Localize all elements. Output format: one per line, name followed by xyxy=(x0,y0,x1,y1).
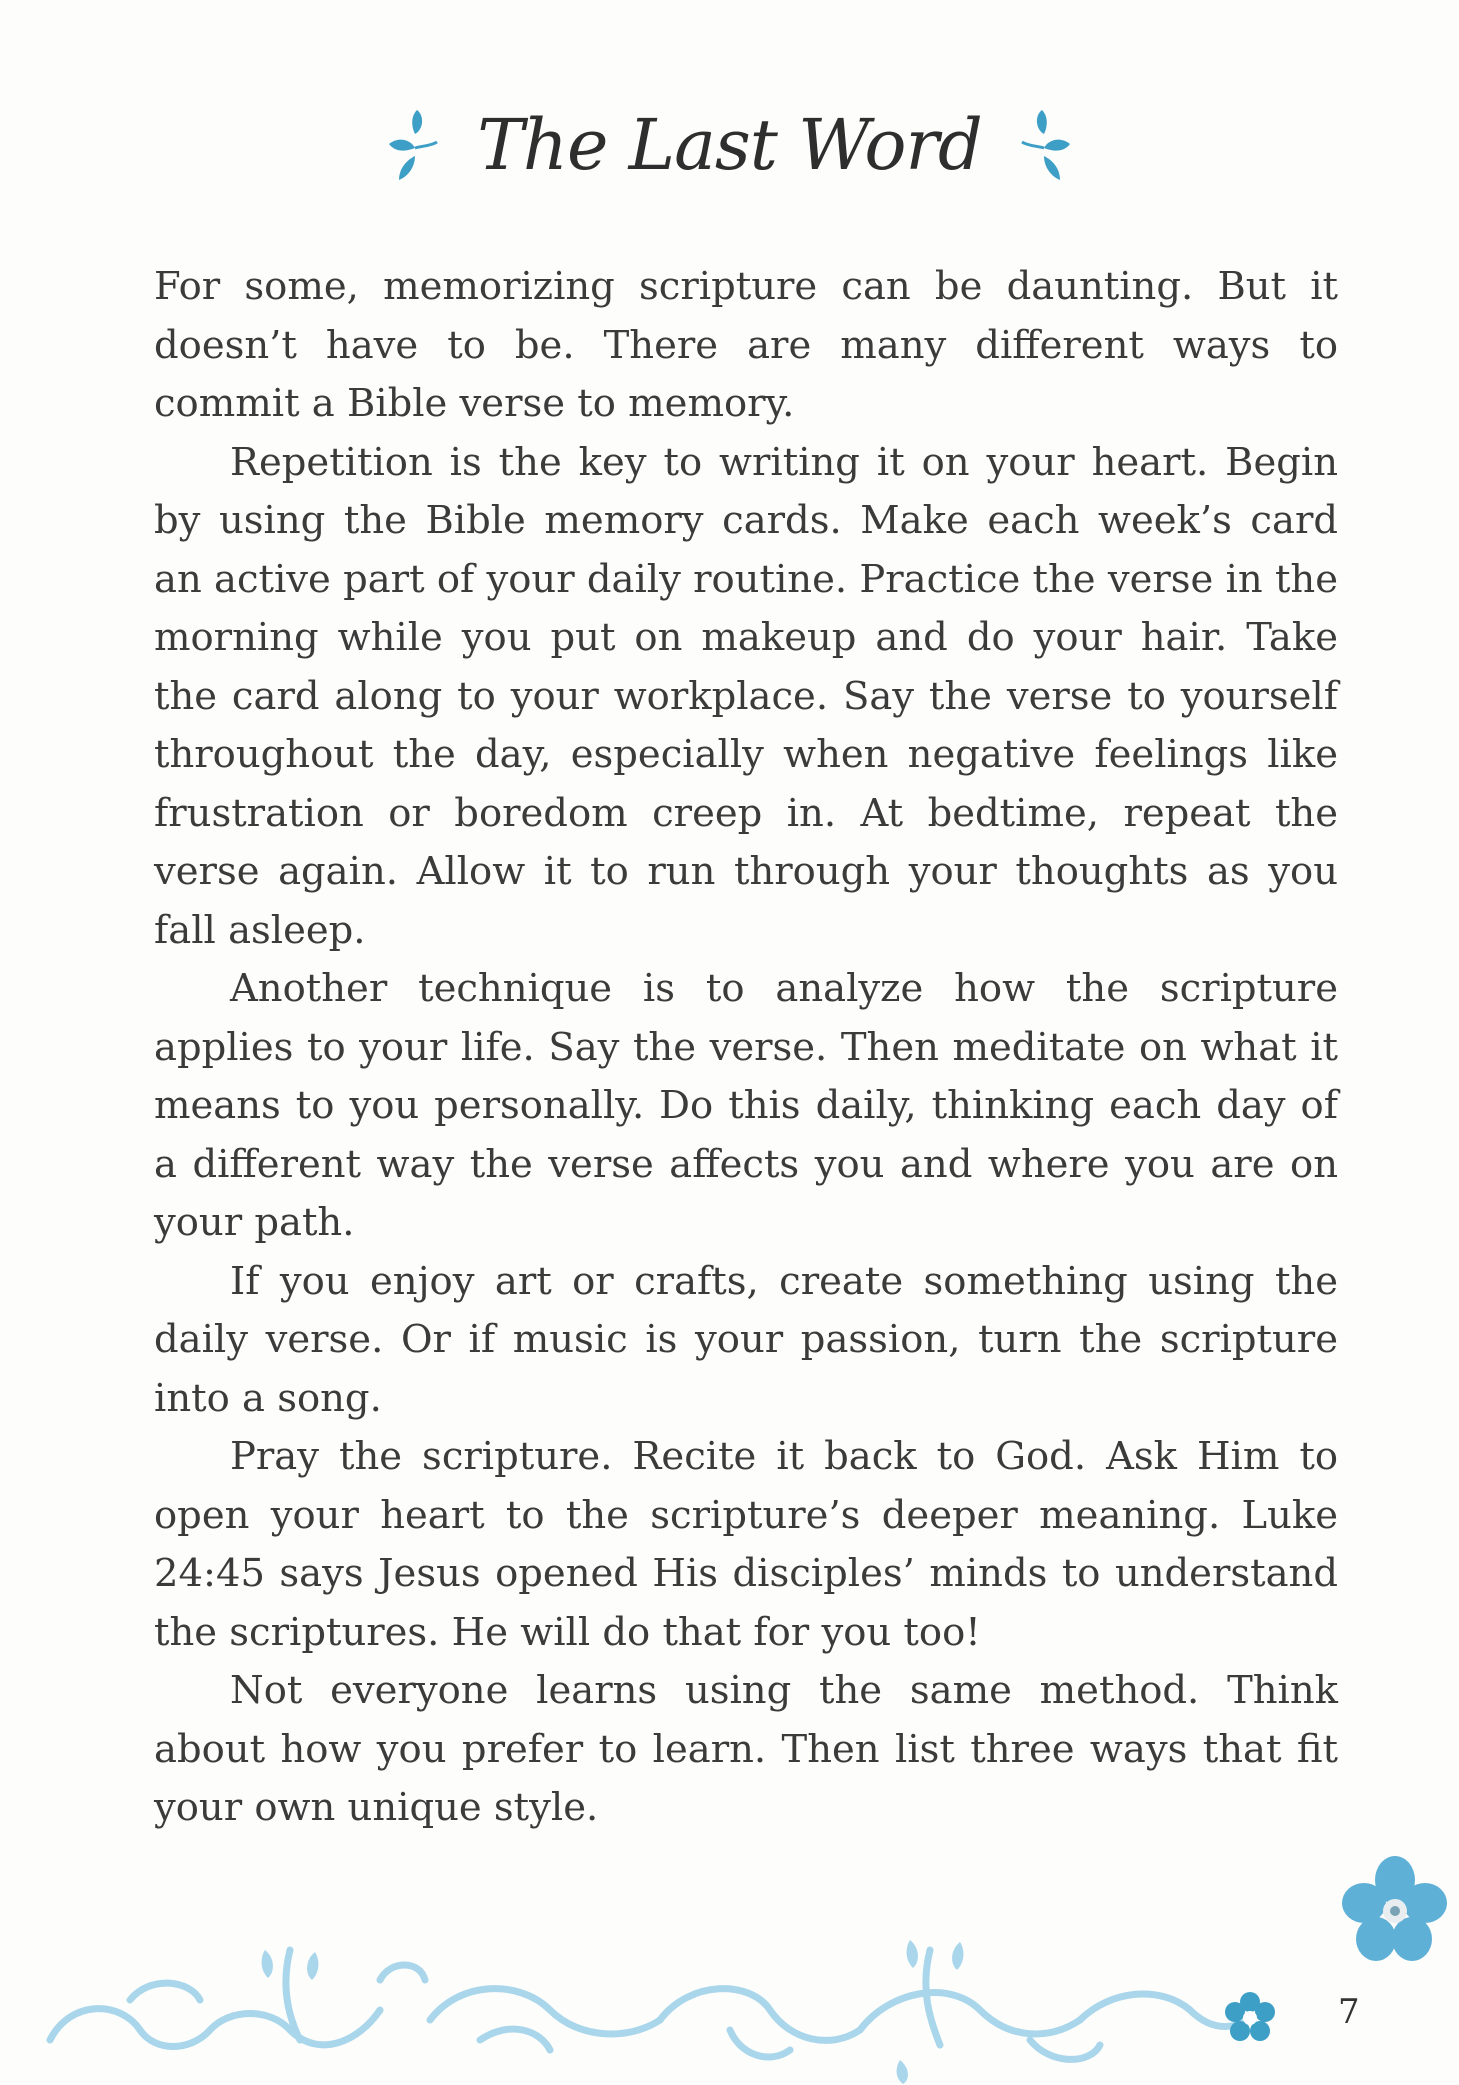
paragraph: Repetition is the key to writing it on your heart. Begin by using the Bible memory cards. Make each week’s card an active part of your daily routine. Practice the verse in the morning while you put on makeup and do your hair. Take the card along to your workplace. Say the verse to yourself throughout the day, especially when negative feelings like frustration or boredom creep in. At bedtime, repeat the verse again. Allow it to run through your thoughts as you fall asleep. xyxy=(154,439,1338,953)
left-sprig-icon xyxy=(381,100,443,190)
flower-icon xyxy=(1340,1855,1450,1965)
paragraph: If you enjoy art or crafts, create something using the daily verse. Or if music is your passion, turn the scripture into a song. xyxy=(154,1258,1338,1421)
decorative-vine xyxy=(30,1880,1330,2085)
page-title: The Last Word xyxy=(477,104,982,186)
paragraph: Another technique is to analyze how the scripture applies to your life. Say the verse. Then meditate on what it means to you personally. Do this daily, thinking each day of a different way the verse affects you and where you are on your path. xyxy=(154,966,1338,1245)
flower-icon xyxy=(1222,1990,1278,2046)
page-number: 7 xyxy=(1338,1992,1360,2032)
page-header xyxy=(0,90,1459,200)
paragraph: For some, memorizing scripture can be daunting. But it doesn’t have to be. There are many different ways to commit a Bible verse to memory. xyxy=(154,264,1338,426)
paragraph: Not everyone learns using the same method. Think about how you prefer to learn. Then list three ways that fit your own unique style. xyxy=(154,1668,1338,1830)
body-text xyxy=(154,258,1338,1838)
paragraph: Pray the scripture. Recite it back to God. Ask Him to open your heart to the scripture’s deeper meaning. Luke 24:45 says Jesus opened His disciples’ minds to understand the scriptures. He will do that for you too! xyxy=(154,1434,1338,1655)
right-sprig-icon xyxy=(1016,100,1078,190)
